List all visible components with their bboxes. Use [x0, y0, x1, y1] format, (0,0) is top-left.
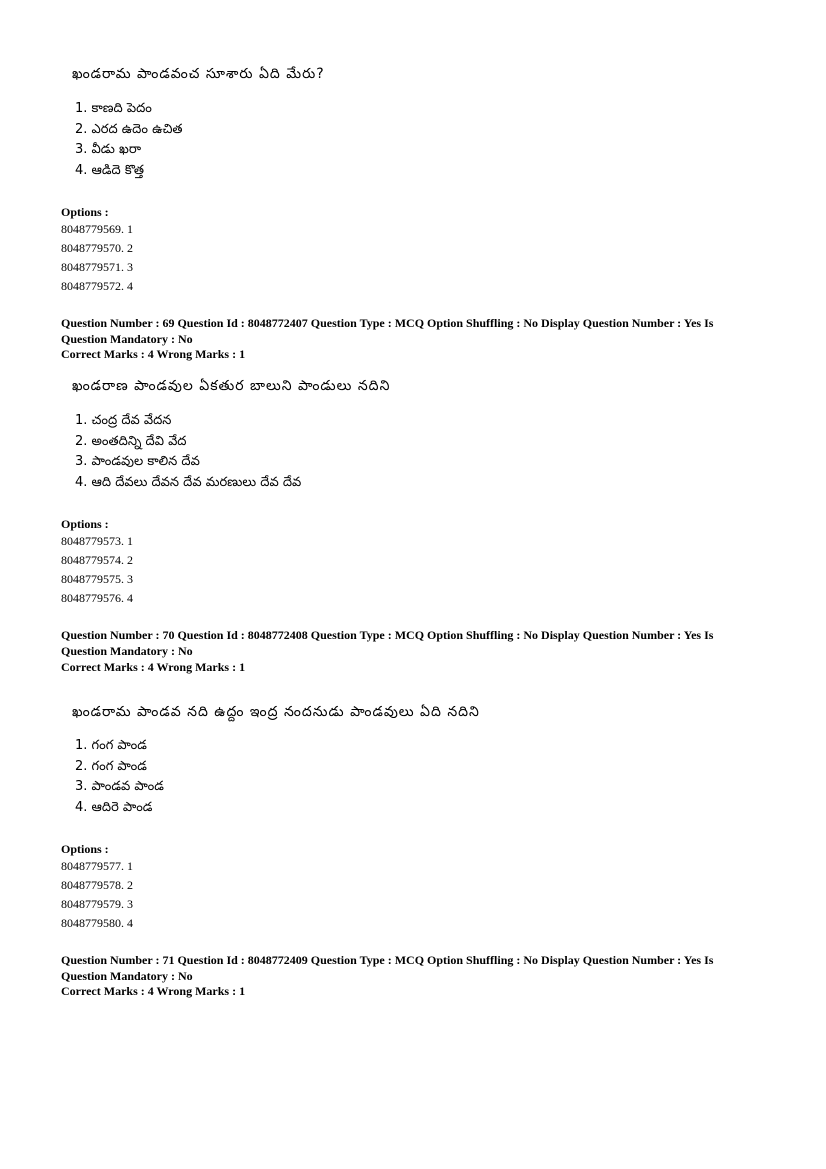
options-label: Options : — [61, 205, 109, 219]
question-meta: Question Number : 71 Question Id : 8048772409 Question Type : MCQ Option Shuffling : No Display Question Number : Yes Is Question Mandatory : No — [61, 953, 714, 983]
option-item: 8048779572. 4 — [61, 279, 133, 293]
choice-item: 2. గంగ పాండ — [75, 758, 147, 774]
question-text: ఖండరామ పాండవ నది ఉద్దం ఇంద్ర నందనుడు పాండవులు ఏది నదిని — [72, 704, 480, 720]
option-item: 8048779569. 1 — [61, 222, 133, 236]
options-label: Options : — [61, 517, 109, 531]
choice-list — [75, 99, 183, 181]
choice-item: 1. కాణది పెదం — [75, 101, 152, 116]
question-text: ఖండరాణ పాండవుల ఏకతుర బాలుని పాండులు నదిని — [72, 378, 391, 394]
option-item: 8048779571. 3 — [61, 260, 133, 274]
question-meta: Question Number : 70 Question Id : 8048772408 Question Type : MCQ Option Shuffling : No Display Question Number : Yes Is Question Mandatory : No — [61, 628, 714, 658]
question-meta: Question Number : 69 Question Id : 8048772407 Question Type : MCQ Option Shuffling : No Display Question Number : Yes Is Question Mandatory : No — [61, 316, 714, 346]
choice-item: 4. ఆది దేవలు దేవన దేవ మరణులు దేవ దేవ — [75, 474, 302, 490]
marks-line: Correct Marks : 4 Wrong Marks : 1 — [61, 347, 246, 361]
option-item: 8048779573. 1 — [61, 534, 133, 548]
option-item: 8048779575. 3 — [61, 572, 133, 586]
choice-item: 4. ఆడిదె కొత్త — [75, 162, 144, 178]
choice-item: 1. గంగ పాండ — [75, 738, 147, 753]
choice-item: 2. అంతదిన్ని దేవి వేద — [75, 433, 187, 449]
marks-line: Correct Marks : 4 Wrong Marks : 1 — [61, 984, 246, 998]
option-item: 8048779576. 4 — [61, 591, 133, 605]
option-item: 8048779574. 2 — [61, 553, 133, 567]
choice-item: 1. చంద్ర దేవ వేదన — [75, 413, 172, 428]
choice-item: 2. ఎరద ఉదెం ఉచిత — [75, 121, 183, 137]
choice-list — [75, 411, 301, 493]
option-item: 8048779579. 3 — [61, 897, 133, 911]
option-item: 8048779578. 2 — [61, 878, 133, 892]
choice-item: 3. వీడు ఖరా — [75, 142, 142, 157]
choice-item: 3. పాండవ పాండ — [75, 779, 164, 794]
options-label: Options : — [61, 842, 109, 856]
choice-list — [75, 736, 164, 818]
marks-line: Correct Marks : 4 Wrong Marks : 1 — [61, 660, 246, 674]
option-list — [61, 532, 133, 608]
option-list — [61, 220, 133, 296]
option-list — [61, 857, 133, 933]
option-item: 8048779580. 4 — [61, 916, 133, 930]
question-text: ఖండరామ పాండవంచ సూశారు ఏది మేరు? — [72, 66, 325, 82]
option-item: 8048779577. 1 — [61, 859, 133, 873]
choice-item: 3. పాండవుల కాలిన దేవ — [75, 454, 200, 469]
option-item: 8048779570. 2 — [61, 241, 133, 255]
choice-item: 4. ఆదిరె పాండ — [75, 799, 153, 815]
